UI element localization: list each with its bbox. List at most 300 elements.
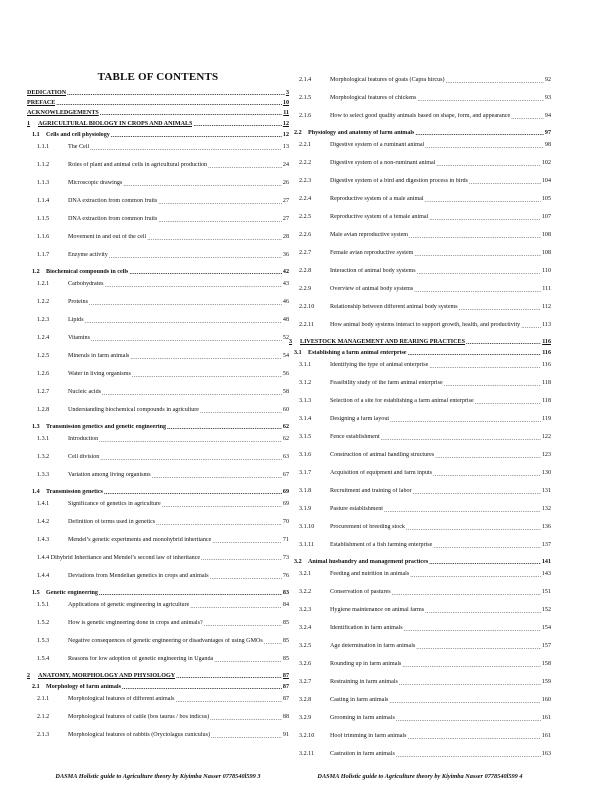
dot-leader bbox=[208, 164, 282, 170]
dot-leader bbox=[435, 454, 541, 460]
right-toc-list bbox=[289, 71, 551, 763]
toc-entry-label: Proteins bbox=[68, 298, 88, 305]
toc-entry[interactable] bbox=[289, 637, 551, 655]
toc-entry[interactable] bbox=[289, 727, 551, 745]
toc-entry-label: Morphological features of rabbits (Oryctolagus cuniculus) bbox=[68, 731, 210, 738]
toc-entry-number: 3.2.3 bbox=[299, 606, 312, 613]
dot-leader bbox=[193, 121, 281, 127]
toc-entry-number: 2.2.11 bbox=[299, 321, 315, 328]
toc-entry-page-number: 97 bbox=[544, 129, 551, 136]
toc-entry[interactable] bbox=[27, 614, 289, 632]
toc-entry-label: Vitamins bbox=[68, 334, 90, 341]
dot-leader bbox=[429, 364, 541, 370]
toc-entry-page-number: 116 bbox=[542, 338, 551, 345]
toc-entry-page-number: 13 bbox=[282, 143, 289, 150]
toc-entry-label: Minerals in farm animals bbox=[68, 352, 130, 359]
dot-leader bbox=[429, 559, 541, 565]
toc-entry-label: Negative consequences of genetic engineering or disadvantages of using GMOs bbox=[68, 637, 263, 644]
dot-leader bbox=[415, 130, 543, 136]
toc-entry-label: Deviations from Mendelian genetics in crops and animals bbox=[68, 572, 209, 579]
toc-entry-label: Digestive system of a non-ruminant animal bbox=[330, 159, 436, 166]
toc-entry[interactable] bbox=[289, 565, 551, 583]
dot-leader bbox=[210, 716, 282, 722]
dot-leader bbox=[158, 218, 282, 224]
toc-entry[interactable] bbox=[27, 246, 289, 264]
toc-entry-page-number: 151 bbox=[541, 588, 551, 595]
toc-entry-label: Castration in farm animals bbox=[330, 750, 395, 757]
dot-leader bbox=[466, 339, 541, 345]
toc-entry[interactable] bbox=[27, 466, 289, 484]
toc-entry[interactable] bbox=[289, 601, 551, 619]
toc-entry[interactable] bbox=[27, 210, 289, 228]
toc-entry[interactable] bbox=[289, 190, 551, 208]
toc-entry-page-number: 91 bbox=[282, 731, 289, 738]
toc-entry-number: 1.4.2 bbox=[37, 518, 50, 525]
toc-entry-page-number: 43 bbox=[282, 280, 289, 287]
toc-entry-page-number: 69 bbox=[282, 488, 289, 495]
dot-leader bbox=[204, 622, 282, 628]
toc-entry-number: 1.1.4 bbox=[37, 197, 50, 204]
toc-entry-label: Digestive system of a ruminant animal bbox=[330, 141, 425, 148]
toc-entry-number: 1.3 bbox=[32, 423, 40, 430]
dot-leader bbox=[123, 182, 282, 188]
toc-entry-page-number: 104 bbox=[541, 177, 551, 184]
left-toc-list bbox=[27, 86, 289, 744]
toc-entry[interactable] bbox=[289, 356, 551, 374]
toc-entry-number: 2.1 bbox=[32, 683, 40, 690]
toc-entry-number: 3 bbox=[289, 338, 293, 345]
toc-entry[interactable] bbox=[27, 632, 289, 650]
toc-entry[interactable] bbox=[27, 690, 289, 708]
toc-entry-page-number: 111 bbox=[542, 285, 551, 292]
toc-entry-number: 1.3.3 bbox=[37, 471, 50, 478]
dot-leader bbox=[459, 306, 541, 312]
toc-entry[interactable] bbox=[27, 106, 289, 116]
toc-entry[interactable] bbox=[27, 708, 289, 726]
dot-leader bbox=[264, 640, 282, 646]
toc-entry[interactable] bbox=[289, 446, 551, 464]
dot-leader bbox=[105, 283, 282, 289]
toc-entry-number: 2.2.9 bbox=[299, 285, 312, 292]
toc-entry[interactable] bbox=[27, 726, 289, 744]
toc-entry[interactable] bbox=[289, 298, 551, 316]
toc-entry-number: 2.1.6 bbox=[299, 112, 312, 119]
dot-leader bbox=[433, 544, 540, 550]
dot-leader bbox=[99, 438, 282, 444]
dot-leader bbox=[85, 319, 282, 325]
toc-entry-page-number: 94 bbox=[544, 112, 551, 119]
dot-leader bbox=[381, 436, 541, 442]
toc-entry[interactable] bbox=[27, 513, 289, 531]
toc-entry-number: 1.4 bbox=[32, 488, 40, 495]
toc-entry-page-number: 102 bbox=[541, 159, 551, 166]
toc-entry-page-number: 159 bbox=[541, 678, 551, 685]
toc-entry-page-number: 52 bbox=[282, 334, 289, 341]
toc-entry-number: 1.2.3 bbox=[37, 316, 50, 323]
toc-entry-label: How animal body systems interact to support growth, health, and productivity bbox=[330, 321, 521, 328]
toc-entry-number: 3.2.6 bbox=[299, 660, 312, 667]
dot-leader bbox=[425, 609, 541, 615]
toc-entry-label: The Cell bbox=[68, 143, 90, 150]
dot-leader bbox=[201, 555, 282, 561]
dot-leader bbox=[410, 573, 541, 579]
dot-leader bbox=[402, 663, 540, 669]
toc-entry-label: Restraining in farm animals bbox=[330, 678, 398, 685]
toc-entry[interactable] bbox=[27, 419, 289, 430]
dot-leader bbox=[210, 575, 282, 581]
toc-entry[interactable] bbox=[27, 228, 289, 246]
toc-entry-label: How is genetic engineering done in crops and animals? bbox=[68, 619, 203, 626]
toc-entry[interactable] bbox=[289, 583, 551, 601]
toc-entry-number: 2.2.5 bbox=[299, 213, 312, 220]
toc-entry-label: Interaction of animal body systems bbox=[330, 267, 416, 274]
toc-entry[interactable] bbox=[27, 679, 289, 690]
dot-leader bbox=[413, 490, 541, 496]
toc-entry-page-number: 69 bbox=[282, 500, 289, 507]
dot-leader bbox=[416, 645, 541, 651]
toc-entry-page-number: 141 bbox=[541, 558, 551, 565]
dot-leader bbox=[102, 391, 282, 397]
toc-entry[interactable] bbox=[289, 482, 551, 500]
toc-entry-label: Acquisition of equipment and farm inputs bbox=[330, 469, 433, 476]
toc-entry[interactable] bbox=[27, 596, 289, 614]
toc-entry-page-number: 137 bbox=[541, 541, 551, 548]
toc-entry-label: Applications of genetic engineering in agriculture bbox=[68, 601, 190, 608]
toc-entry-page-number: 10 bbox=[282, 99, 289, 106]
toc-entry[interactable] bbox=[27, 116, 289, 127]
toc-entry-number: 1.5.4 bbox=[37, 655, 50, 662]
toc-entry[interactable] bbox=[289, 334, 551, 345]
dot-leader bbox=[399, 681, 541, 687]
toc-entry-label: Feeding and nutrition in animals bbox=[330, 570, 410, 577]
toc-entry[interactable] bbox=[27, 668, 289, 679]
toc-entry-page-number: 84 bbox=[282, 601, 289, 608]
toc-entry-page-number: 113 bbox=[542, 321, 551, 328]
toc-entry-label: Definition of terms used in genetics bbox=[68, 518, 156, 525]
toc-entry[interactable] bbox=[27, 484, 289, 495]
toc-entry-number: 2.2.6 bbox=[299, 231, 312, 238]
dot-leader bbox=[389, 699, 540, 705]
toc-entry-label: Variation among living organisms bbox=[68, 471, 151, 478]
toc-entry[interactable] bbox=[289, 154, 551, 172]
toc-entry-page-number: 48 bbox=[282, 316, 289, 323]
toc-entry[interactable] bbox=[27, 264, 289, 275]
dot-leader bbox=[414, 252, 540, 258]
toc-entry-label: Genetic engineering bbox=[46, 589, 98, 596]
toc-entry[interactable] bbox=[27, 430, 289, 448]
toc-entry-page-number: 26 bbox=[282, 179, 289, 186]
toc-entry[interactable] bbox=[289, 226, 551, 244]
toc-entry-label: Biochemical compounds in cells bbox=[46, 268, 129, 275]
toc-entry[interactable] bbox=[289, 244, 551, 262]
toc-entry-page-number: 152 bbox=[541, 606, 551, 613]
toc-entry-page-number: 118 bbox=[542, 379, 551, 386]
dot-leader bbox=[408, 735, 541, 741]
toc-entry-number: 1.4.4 bbox=[37, 572, 50, 579]
dot-leader bbox=[176, 698, 282, 704]
dot-leader bbox=[176, 673, 282, 679]
toc-entry-label: Reproductive system of a female animal bbox=[330, 213, 429, 220]
toc-entry[interactable] bbox=[289, 428, 551, 446]
toc-entry[interactable] bbox=[289, 410, 551, 428]
dot-leader bbox=[67, 90, 285, 96]
toc-entry-page-number: 27 bbox=[282, 197, 289, 204]
toc-entry[interactable] bbox=[289, 316, 551, 334]
toc-entry[interactable] bbox=[27, 549, 289, 567]
dot-leader bbox=[156, 521, 282, 527]
toc-entry[interactable] bbox=[289, 518, 551, 536]
toc-entry[interactable] bbox=[27, 174, 289, 192]
toc-entry-page-number: 130 bbox=[541, 469, 551, 476]
toc-entry-label: Overview of animal body systems bbox=[330, 285, 414, 292]
toc-entry-page-number: 87 bbox=[282, 672, 289, 679]
dot-leader bbox=[212, 539, 282, 545]
dot-leader bbox=[104, 489, 282, 495]
toc-entry[interactable] bbox=[289, 172, 551, 190]
toc-entry[interactable] bbox=[289, 71, 551, 89]
dot-leader bbox=[122, 684, 282, 690]
toc-entry-label: Grooming in farm animals bbox=[330, 714, 395, 721]
toc-entry[interactable] bbox=[289, 89, 551, 107]
toc-entry-page-number: 71 bbox=[282, 536, 289, 543]
toc-entry[interactable] bbox=[289, 745, 551, 763]
toc-entry-number: 2.2.3 bbox=[299, 177, 312, 184]
toc-entry[interactable] bbox=[27, 365, 289, 383]
toc-entry[interactable] bbox=[27, 585, 289, 596]
toc-entry[interactable] bbox=[27, 650, 289, 668]
toc-entry-label: Morphological features of goats (Capra hircus) bbox=[330, 76, 445, 83]
toc-entry-number: 2 bbox=[27, 672, 31, 679]
toc-entry-page-number: 85 bbox=[282, 619, 289, 626]
toc-entry-page-number: 107 bbox=[541, 213, 551, 220]
toc-entry[interactable] bbox=[27, 383, 289, 401]
toc-entry-number: 1.2.7 bbox=[37, 388, 50, 395]
toc-entry-number: 1.4.1 bbox=[37, 500, 50, 507]
toc-entry-label: Significance of genetics in agriculture bbox=[68, 500, 161, 507]
toc-entry-label: Feasibility study of the farm animal enterprise bbox=[330, 379, 443, 386]
toc-entry-page-number: 12 bbox=[282, 131, 289, 138]
dot-leader bbox=[417, 270, 541, 276]
toc-entry[interactable] bbox=[27, 293, 289, 311]
toc-entry-label: Morphological features of chickens bbox=[330, 94, 417, 101]
toc-entry-number: 2.1.4 bbox=[299, 76, 312, 83]
toc-entry-page-number: 93 bbox=[544, 94, 551, 101]
toc-entry-page-number: 123 bbox=[541, 451, 551, 458]
toc-entry-label: Enzyme activity bbox=[68, 251, 108, 258]
toc-entry-label: Female avian reproductive system bbox=[330, 249, 414, 256]
dot-leader bbox=[396, 717, 541, 723]
toc-entry[interactable] bbox=[289, 500, 551, 518]
toc-entry-label: Introduction bbox=[68, 435, 99, 442]
toc-entry[interactable] bbox=[289, 280, 551, 298]
toc-entry[interactable] bbox=[289, 374, 551, 392]
toc-entry-label: 1.4.4 Dihybrid Inheritance and Mendel’s second law of inheritance bbox=[37, 554, 201, 561]
toc-entry[interactable] bbox=[27, 127, 289, 138]
toc-entry-page-number: 87 bbox=[282, 695, 289, 702]
toc-entry-label: Male avian reproductive system bbox=[330, 231, 409, 238]
toc-entry[interactable] bbox=[289, 464, 551, 482]
toc-entry[interactable] bbox=[289, 619, 551, 637]
toc-entry[interactable] bbox=[27, 156, 289, 174]
toc-entry-label: AGRICULTURAL BIOLOGY IN CROPS AND ANIMALS bbox=[38, 120, 193, 127]
toc-entry-page-number: 3 bbox=[285, 89, 289, 96]
dot-leader bbox=[429, 216, 541, 222]
toc-entry-page-number: 163 bbox=[541, 750, 551, 757]
dot-leader bbox=[89, 301, 282, 307]
toc-entry-number: 2.2.4 bbox=[299, 195, 312, 202]
toc-entry[interactable] bbox=[289, 691, 551, 709]
toc-entry[interactable] bbox=[27, 311, 289, 329]
toc-entry[interactable] bbox=[27, 531, 289, 549]
dot-leader bbox=[200, 409, 282, 415]
toc-entry-page-number: 54 bbox=[282, 352, 289, 359]
toc-entry[interactable] bbox=[289, 345, 551, 356]
toc-entry-number: 2.2.8 bbox=[299, 267, 312, 274]
toc-entry-label: Digestive system of a bird and digestion process in birds bbox=[330, 177, 468, 184]
toc-entry[interactable] bbox=[289, 125, 551, 136]
toc-entry-number: 3.2.8 bbox=[299, 696, 312, 703]
toc-entry-label: Selection of a site for establishing a farm animal enterprise bbox=[330, 397, 474, 404]
dot-leader bbox=[211, 734, 282, 740]
toc-entry-number: 3.1.7 bbox=[299, 469, 312, 476]
toc-entry[interactable] bbox=[27, 448, 289, 466]
toc-entry-page-number: 110 bbox=[542, 267, 551, 274]
toc-entry[interactable] bbox=[289, 107, 551, 125]
toc-entry-label: Rounding up in farm animals bbox=[330, 660, 402, 667]
toc-entry-number: 3.2.9 bbox=[299, 714, 312, 721]
dot-leader bbox=[100, 110, 282, 116]
toc-entry[interactable] bbox=[27, 86, 289, 96]
toc-entry-label: Roles of plant and animal cells in agricultural production bbox=[68, 161, 208, 168]
dot-leader bbox=[129, 269, 281, 275]
toc-entry-label: Age determination in farm animals bbox=[330, 642, 416, 649]
toc-entry-page-number: 76 bbox=[282, 572, 289, 579]
toc-entry-page-number: 119 bbox=[542, 415, 551, 422]
toc-entry-label: Transmission genetics bbox=[46, 488, 103, 495]
toc-entry-number: 3.2.1 bbox=[299, 570, 312, 577]
toc-entry-label: ACKNOWLEDGEMENTS bbox=[27, 109, 99, 116]
dot-leader bbox=[396, 753, 541, 759]
toc-entry-number: 2.1.5 bbox=[299, 94, 312, 101]
dot-leader bbox=[433, 472, 541, 478]
toc-entry-label: LIVESTOCK MANAGEMENT AND REARING PRACTICES bbox=[300, 338, 466, 345]
toc-entry-page-number: 92 bbox=[544, 76, 551, 83]
toc-entry-label: PREFACE bbox=[27, 99, 56, 106]
toc-entry-number: 2.2.10 bbox=[299, 303, 315, 310]
toc-entry-page-number: 24 bbox=[282, 161, 289, 168]
toc-entry-page-number: 154 bbox=[541, 624, 551, 631]
toc-entry[interactable] bbox=[27, 567, 289, 585]
toc-entry-number: 3.1.2 bbox=[299, 379, 312, 386]
toc-entry-number: 1.1.7 bbox=[37, 251, 50, 258]
toc-entry[interactable] bbox=[27, 495, 289, 513]
toc-entry-page-number: 88 bbox=[282, 713, 289, 720]
toc-entry-number: 3.2.11 bbox=[299, 750, 315, 757]
dot-leader bbox=[90, 146, 282, 152]
toc-entry[interactable] bbox=[289, 136, 551, 154]
toc-entry-page-number: 143 bbox=[541, 570, 551, 577]
toc-entry-number: 1.5 bbox=[32, 589, 40, 596]
toc-entry-label: Nucleic acids bbox=[68, 388, 101, 395]
toc-entry[interactable] bbox=[27, 329, 289, 347]
toc-entry-page-number: 12 bbox=[282, 120, 289, 127]
toc-entry[interactable] bbox=[289, 709, 551, 727]
toc-entry-label: Fence establishment bbox=[330, 433, 380, 440]
toc-entry-page-number: 62 bbox=[282, 423, 289, 430]
toc-entry[interactable] bbox=[27, 96, 289, 106]
left-page bbox=[27, 62, 289, 744]
dot-leader bbox=[475, 400, 541, 406]
toc-entry[interactable] bbox=[289, 554, 551, 565]
toc-entry-label: Physiology and anatomy of farm animals bbox=[308, 129, 415, 136]
dot-leader bbox=[162, 503, 282, 509]
dot-leader bbox=[214, 658, 282, 664]
toc-entry-label: Lipids bbox=[68, 316, 84, 323]
toc-entry[interactable] bbox=[289, 392, 551, 410]
toc-entry-number: 1.2.1 bbox=[37, 280, 50, 287]
toc-entry-page-number: 131 bbox=[541, 487, 551, 494]
toc-entry[interactable] bbox=[27, 192, 289, 210]
toc-entry-label: Cells and cell physiology bbox=[46, 131, 110, 138]
toc-entry-number: 3.1.5 bbox=[299, 433, 312, 440]
dot-leader bbox=[469, 180, 541, 186]
toc-entry-number: 1.2.8 bbox=[37, 406, 50, 413]
toc-entry-label: Microscopic drawings bbox=[68, 179, 123, 186]
toc-entry-label: DEDICATION bbox=[27, 89, 67, 96]
dot-leader bbox=[130, 355, 281, 361]
left-page-footer: DASMA Holistic guide to Agriculture theory by Kiyimba Nasser 0778540l599 3 bbox=[55, 773, 261, 780]
dot-leader bbox=[446, 79, 544, 85]
dot-leader bbox=[91, 337, 282, 343]
toc-title: TABLE OF CONTENTS bbox=[97, 71, 219, 83]
toc-entry[interactable] bbox=[289, 655, 551, 673]
toc-entry[interactable] bbox=[27, 347, 289, 365]
toc-entry-page-number: 108 bbox=[541, 249, 551, 256]
toc-entry-label: Movement in and out of the cell bbox=[68, 233, 147, 240]
toc-entry-label: Reasons for low adoption of genetic engineering in Uganda bbox=[68, 655, 214, 662]
toc-entry-number: 3.1.9 bbox=[299, 505, 312, 512]
toc-entry-number: 3.1.1 bbox=[299, 361, 312, 368]
toc-entry[interactable] bbox=[289, 208, 551, 226]
toc-entry-label: Transmission genetics and genetic engineering bbox=[46, 423, 167, 430]
toc-entry-label: Water in living organisms bbox=[68, 370, 131, 377]
toc-entry-number: 1.5.1 bbox=[37, 601, 50, 608]
toc-entry[interactable] bbox=[289, 536, 551, 554]
toc-entry-label: Morphology of farm animals bbox=[46, 683, 121, 690]
toc-entry-page-number: 161 bbox=[541, 732, 551, 739]
toc-entry[interactable] bbox=[27, 275, 289, 293]
toc-entry-label: Hygiene maintenance on animal farms bbox=[330, 606, 425, 613]
toc-entry-page-number: 42 bbox=[282, 268, 289, 275]
toc-entry-number: 1.3.1 bbox=[37, 435, 50, 442]
toc-entry-number: 1.1.2 bbox=[37, 161, 50, 168]
dot-leader bbox=[152, 474, 282, 480]
dot-leader bbox=[414, 288, 541, 294]
toc-entry[interactable] bbox=[27, 138, 289, 156]
toc-entry-page-number: 28 bbox=[282, 233, 289, 240]
toc-entry-page-number: 105 bbox=[541, 195, 551, 202]
toc-entry-label: Establishment of a fish farming enterprise bbox=[330, 541, 433, 548]
toc-entry[interactable] bbox=[289, 673, 551, 691]
toc-entry-label: DNA extraction from common fruits bbox=[68, 215, 158, 222]
toc-entry[interactable] bbox=[27, 401, 289, 419]
toc-entry-label: Morphological features of cattle (bos taurus / bos indicus) bbox=[68, 713, 210, 720]
toc-entry-label: Designing a farm layout bbox=[330, 415, 390, 422]
toc-entry-label: Animal husbandry and management practices bbox=[308, 558, 429, 565]
dot-leader bbox=[404, 627, 541, 633]
toc-entry-page-number: 70 bbox=[282, 518, 289, 525]
toc-entry[interactable] bbox=[289, 262, 551, 280]
